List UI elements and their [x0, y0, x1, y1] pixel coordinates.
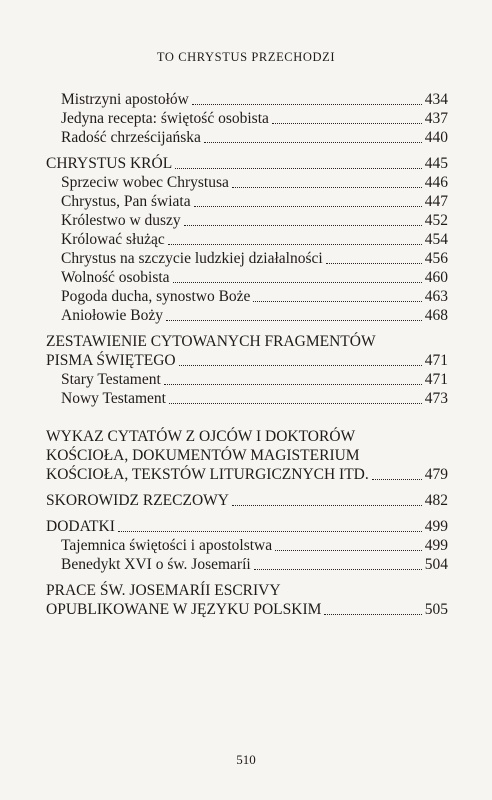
toc-entry-title: Chrystus na szczycie ludzkiej działalności — [61, 250, 323, 267]
dot-leader — [184, 225, 422, 226]
toc-entry-page: 504 — [424, 556, 448, 573]
toc-entry — [46, 536, 448, 555]
dot-leader — [194, 206, 422, 207]
toc-section-title: SKOROWIDZ RZECZOWY — [46, 492, 229, 509]
dot-leader — [326, 263, 422, 264]
toc-section-title-line: ZESTAWIENIE CYTOWANYCH FRAGMENTÓW — [46, 333, 376, 350]
toc-entry — [46, 389, 448, 408]
page-number: 510 — [236, 752, 256, 767]
toc-entry — [46, 268, 448, 287]
toc-entry-page: 460 — [424, 269, 448, 286]
toc-section-title-line: WYKAZ CYTATÓW Z OJCÓW I DOKTORÓW — [46, 428, 356, 445]
dot-leader — [168, 244, 422, 245]
toc-section — [46, 517, 448, 536]
toc-entry-title: Aniołowie Boży — [61, 307, 164, 324]
toc-entry-title: Sprzeciw wobec Chrystusa — [61, 174, 229, 191]
dot-leader — [173, 282, 422, 283]
toc-entry-title: Nowy Testament — [61, 390, 166, 407]
toc-entry-page: 440 — [424, 129, 448, 146]
toc-entry-page: 434 — [424, 91, 448, 108]
dot-leader — [275, 550, 422, 551]
toc-section — [46, 332, 448, 370]
toc-section-title: OPUBLIKOWANE W JĘZYKU POLSKIM — [46, 601, 322, 618]
toc-entry-page: 446 — [424, 174, 448, 191]
toc-entry — [46, 128, 448, 147]
toc-entry-title: Chrystus, Pan świata — [61, 193, 191, 210]
dot-leader — [232, 187, 422, 188]
toc-entry-page: 437 — [424, 110, 448, 127]
dot-leader — [272, 123, 422, 124]
toc-section-page: 445 — [424, 155, 448, 172]
dot-leader — [192, 104, 422, 105]
toc-entry-title: Jedyna recepta: świętość osobista — [61, 110, 269, 127]
toc-section — [46, 491, 448, 510]
toc-entry — [46, 109, 448, 128]
toc-section-title-line: KOŚCIOŁA, DOKUMENTÓW MAGISTERIUM — [46, 447, 360, 464]
dot-leader — [179, 365, 422, 366]
dot-leader — [204, 142, 422, 143]
toc-section-title: PISMA ŚWIĘTEGO — [46, 352, 176, 369]
toc-section-title: CHRYSTUS KRÓL — [46, 155, 173, 172]
dot-leader — [166, 320, 422, 321]
toc-entry-page: 468 — [424, 307, 448, 324]
toc-entry — [46, 230, 448, 249]
toc-entry-title: Stary Testament — [61, 371, 161, 388]
toc-entry-page: 456 — [424, 250, 448, 267]
toc-entry — [46, 306, 448, 325]
toc-section — [46, 427, 448, 484]
toc-section — [46, 154, 448, 173]
toc-entry — [46, 555, 448, 574]
toc-entry-title: Mistrzyni apostołów — [61, 91, 189, 108]
toc-entry — [46, 370, 448, 389]
dot-leader — [253, 301, 421, 302]
toc-entry — [46, 173, 448, 192]
dot-leader — [372, 479, 422, 480]
toc-entry-title: Tajemnica świętości i apostolstwa — [61, 537, 273, 554]
table-of-contents — [46, 90, 448, 619]
toc-entry — [46, 211, 448, 230]
toc-entry-page: 452 — [424, 212, 448, 229]
toc-entry-title: Królować służąc — [61, 231, 165, 248]
toc-section-page: 482 — [424, 492, 448, 509]
toc-entry-title: Wolność osobista — [61, 269, 170, 286]
toc-entry-title: Benedykt XVI o św. Josemaríi — [61, 556, 251, 573]
toc-entry — [46, 90, 448, 109]
toc-section-last-line — [46, 351, 448, 370]
toc-entry-page: 473 — [424, 390, 448, 407]
toc-entry-title: Radość chrześcijańska — [61, 129, 201, 146]
dot-leader — [169, 403, 422, 404]
toc-section-page: 479 — [424, 466, 448, 483]
dot-leader — [175, 168, 422, 169]
toc-section-last-line — [46, 600, 448, 619]
toc-entry-title: Królestwo w duszy — [61, 212, 181, 229]
toc-entry — [46, 249, 448, 268]
toc-entry-page: 454 — [424, 231, 448, 248]
toc-entry-page: 471 — [424, 371, 448, 388]
toc-entry-page: 447 — [424, 193, 448, 210]
toc-entry-page: 499 — [424, 537, 448, 554]
toc-section-last-line — [46, 465, 448, 484]
spacer — [46, 408, 448, 420]
dot-leader — [254, 569, 422, 570]
toc-section-page: 471 — [424, 352, 448, 369]
toc-section — [46, 581, 448, 619]
toc-section-page: 499 — [424, 518, 448, 535]
toc-entry — [46, 192, 448, 211]
toc-entry-page: 463 — [424, 288, 448, 305]
toc-section-title-line: PRACE ŚW. JOSEMARÍI ESCRIVY — [46, 582, 281, 599]
running-head: TO CHRYSTUS PRZECHODZI — [156, 50, 336, 64]
toc-entry — [46, 287, 448, 306]
dot-leader — [118, 531, 422, 532]
dot-leader — [164, 384, 422, 385]
dot-leader — [232, 505, 422, 506]
toc-section-title: DODATKI — [46, 518, 115, 535]
toc-section-title: KOŚCIOŁA, TEKSTÓW LITURGICZNYCH ITD. — [46, 466, 369, 483]
dot-leader — [324, 614, 421, 615]
toc-section-page: 505 — [424, 601, 448, 618]
toc-entry-title: Pogoda ducha, synostwo Boże — [61, 288, 251, 305]
